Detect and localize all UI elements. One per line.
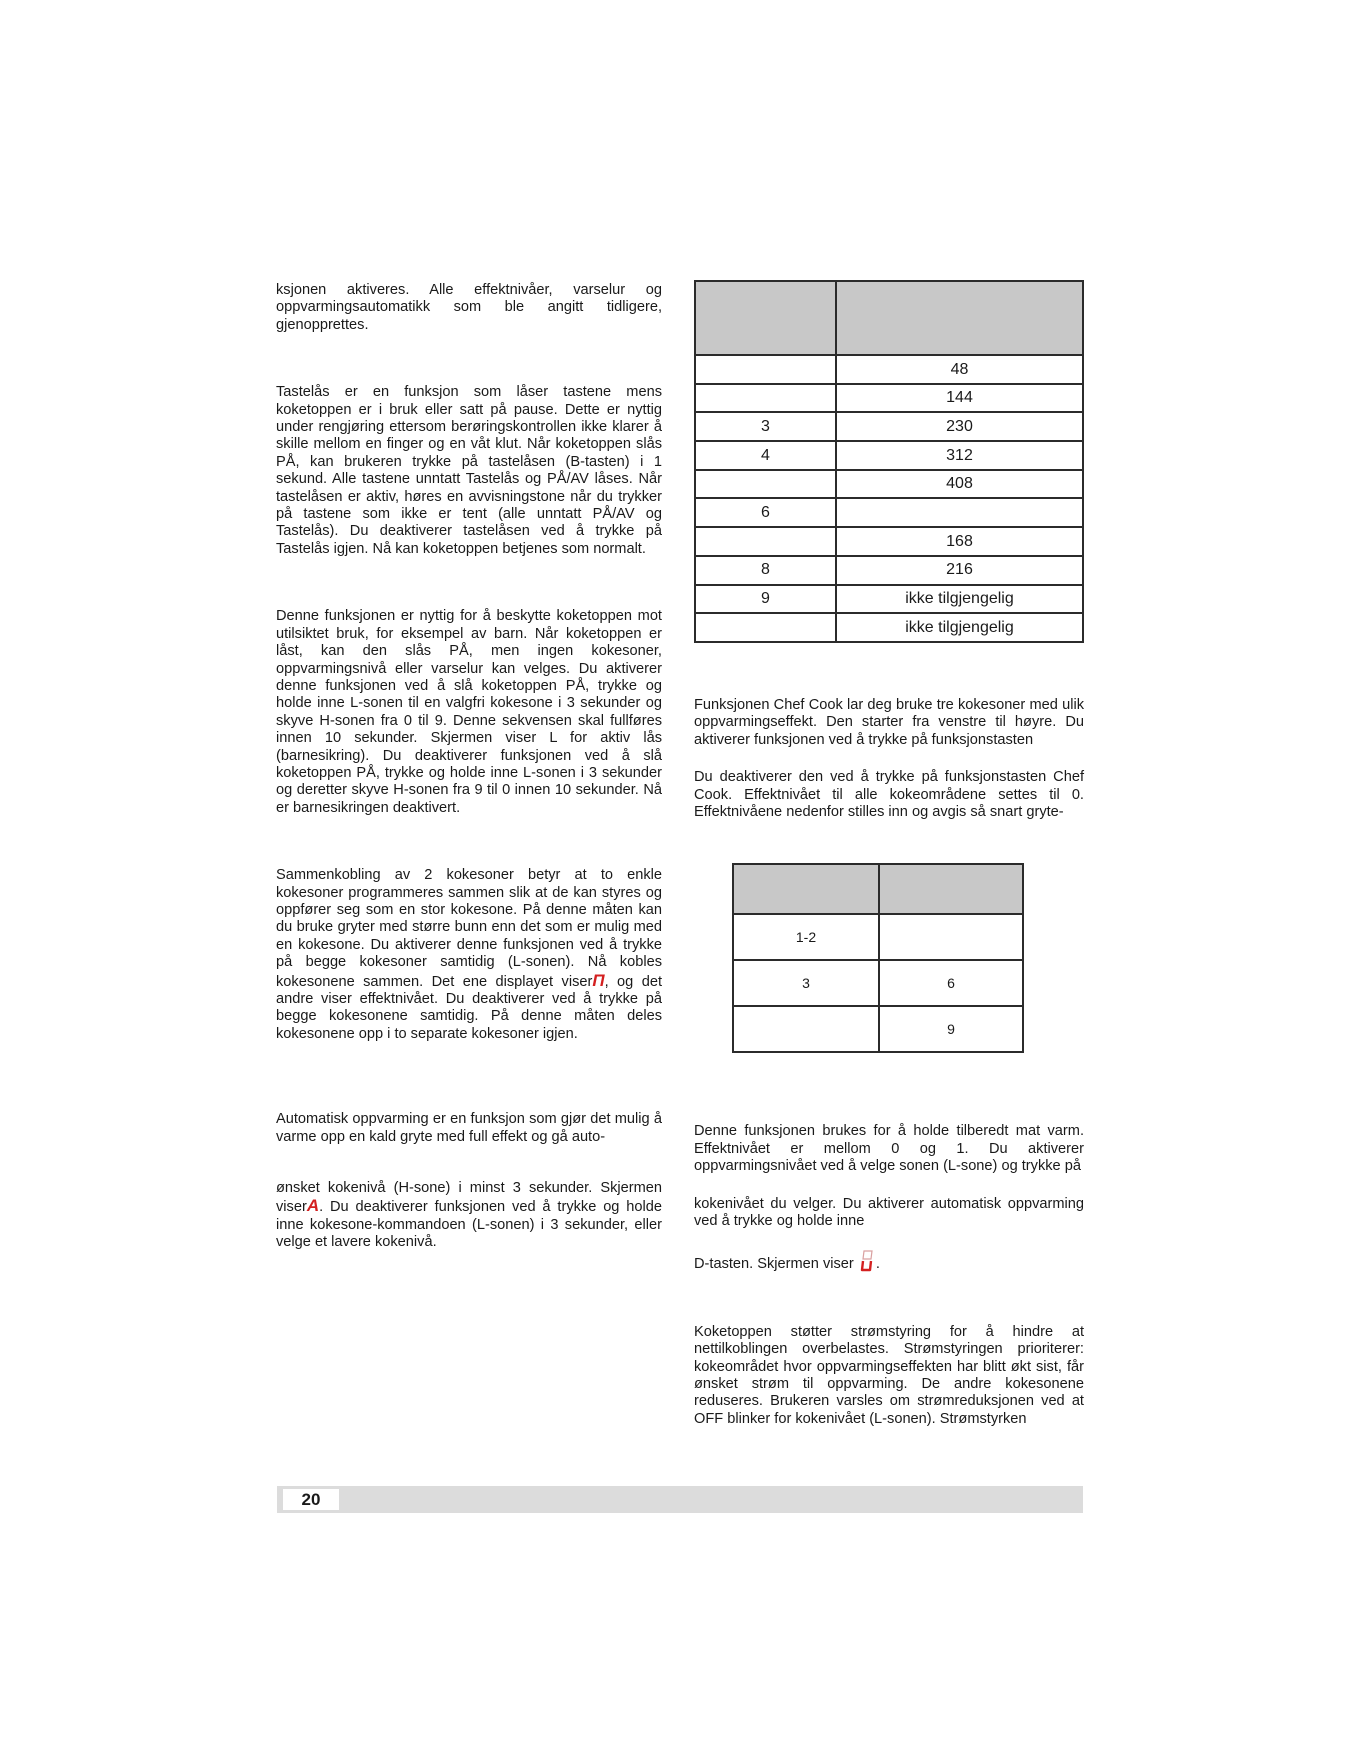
table-row (695, 556, 1083, 585)
power-level-cell: 8 (695, 556, 836, 585)
table-row (695, 412, 1083, 441)
paragraph-auto-heat: Automatisk oppvarming er en funksjon som gjør det mulig å varme opp en kald gryte med full effekt og gå auto- (276, 1111, 662, 1145)
auto-heat-text-b: . Du deaktiverer funksjonen ved å trykke og holde inne kokesone-kommandoen (L-sonen) i 3 sekunder, eller velge et lavere kokenivå. (276, 1199, 662, 1251)
table-row (695, 355, 1083, 384)
chef-cell-2 (879, 914, 1023, 960)
chef-cook-table (732, 863, 1024, 1053)
paragraph-keep-warm-display: D-tasten. Skjermen viser . (694, 1250, 1084, 1277)
table-row (695, 585, 1083, 614)
table-row (695, 498, 1083, 527)
chef-table-header-cell-1 (733, 864, 879, 914)
segment-a-icon: A (306, 1196, 320, 1216)
segment-u-icon (860, 1250, 874, 1277)
power-value-cell: 312 (836, 441, 1083, 470)
display-text: D-tasten. Skjermen viser (694, 1256, 854, 1273)
right-column (694, 280, 1084, 1428)
table-row (695, 470, 1083, 499)
paragraph-key-lock: Tastelås er en funksjon som låser tastene mens koketoppen er i bruk eller satt på pause. Dette er nyttig under rengjøring ettersom berøringskontrollen ikke klarer å skille mellom en finger og en våt klut. Når koketoppen slås PÅ, kan brukeren trykke på tastelåsen (B-tasten) i 1 sekund. Alle tastene unntatt Tastelås og PÅ/AV låses. Når tastelåsen er aktiv, høres en avvisningstone når du trykker på tastene som ikke er tent (alle unntatt PÅ/AV og Tastelås). Du deaktiverer tastelåsen ved å trykke på Tastelås igjen. Nå kan koketoppen betjenes som normalt. (276, 384, 662, 557)
table-row (695, 613, 1083, 642)
chef-cell-2: 6 (879, 960, 1023, 1006)
power-value-cell (836, 498, 1083, 527)
power-level-cell (695, 527, 836, 556)
auto-heat-text-a: ønsket kokenivå (H-sone) i minst 3 sekunder. Skjermen viser (276, 1180, 662, 1216)
paragraph-restore: ksjonen aktiveres. Alle effektnivåer, varselur og oppvarmingsautomatikk som ble angitt tidligere, gjenopprettes. (276, 282, 662, 333)
page-number: 20 (283, 1489, 339, 1510)
table-row (733, 960, 1023, 1006)
power-level-cell: 9 (695, 585, 836, 614)
power-value-cell: ikke tilgjengelig (836, 613, 1083, 642)
paragraph-chef-cook: Funksjonen Chef Cook lar deg bruke tre kokesoner med ulik oppvarmingseffekt. Den starter fra venstre til høyre. Du aktiverer funksjonen ved å trykke på funksjonstasten (694, 696, 1084, 748)
power-level-cell (695, 355, 836, 384)
left-column (276, 282, 662, 1252)
power-value-cell: 144 (836, 384, 1083, 413)
chef-cell-1 (733, 1006, 879, 1052)
table-row (733, 914, 1023, 960)
power-value-cell: 408 (836, 470, 1083, 499)
power-level-cell: 4 (695, 441, 836, 470)
power-value-cell: 216 (836, 556, 1083, 585)
table-row (695, 441, 1083, 470)
power-value-cell: 230 (836, 412, 1083, 441)
power-level-cell: 3 (695, 412, 836, 441)
footer-bar (277, 1486, 1083, 1513)
chef-cell-1: 3 (733, 960, 879, 1006)
power-table-header-cell-1 (695, 281, 836, 355)
paragraph-auto-heat-cont (276, 1180, 662, 1252)
power-value-cell: ikke tilgjengelig (836, 585, 1083, 614)
zone-link-text-a: Sammenkobling av 2 kokesoner betyr at to enkle kokesoner programmeres sammen slik at de kan styres og oppfører seg som en stor kokesone. På denne måten kan du bruke gryter med større bunn enn det som er mulig med en kokesone. Du aktiverer denne funksjonen ved å trykke på begge kokesoner samtidig (L-sonen). Nå kobles kokesonene sammen. Det ene displayet viser (276, 867, 662, 990)
paragraph-keep-warm-cont: kokenivået du velger. Du aktiverer automatisk oppvarming ved å trykke og holde inne (694, 1195, 1084, 1229)
zone-link-text-b: , og det andre viser effektnivået. Du deaktiverer ved å trykke på begge kokesonene samtidig. På denne måten deles kokesonene opp i to separate kokesoner igjen. (276, 973, 663, 1042)
table-row (695, 384, 1083, 413)
power-table (694, 280, 1084, 643)
table-row (695, 527, 1083, 556)
power-level-cell (695, 613, 836, 642)
paragraph-power-management: Koketoppen støtter strømstyring for å hindre at nettilkoblingen overbelastes. Strømstyringen prioriterer: kokeområdet hvor oppvarmingseffekten har blitt økt sist, får ønsket strøm til oppvarming. De andre kokesonene reduseres. Brukeren varsles om strømreduksjonen ved at OFF blinker for kokenivået (L-sonen). Strømstyrken (694, 1323, 1084, 1427)
power-level-cell: 6 (695, 498, 836, 527)
chef-table-header-cell-2 (879, 864, 1023, 914)
power-table-header-cell-2 (836, 281, 1083, 355)
chef-cell-2: 9 (879, 1006, 1023, 1052)
paragraph-chef-cook-off: Du deaktiverer den ved å trykke på funksjonstasten Chef Cook. Effektnivået til alle kokeområdene settes til 0. Effektnivåene nedenfor stilles inn og avgis så snart gryte- (694, 769, 1084, 820)
power-value-cell: 48 (836, 355, 1083, 384)
power-value-cell: 168 (836, 527, 1083, 556)
power-level-cell (695, 384, 836, 413)
chef-cell-1: 1-2 (733, 914, 879, 960)
paragraph-child-lock: Denne funksjonen er nyttig for å beskytte koketoppen mot utilsiktet bruk, for eksempel av barn. Når koketoppen er låst, kan den slås PÅ, men ingen kokesoner, oppvarmingsnivå eller varselur kan velges. Du aktiverer denne funksjonen ved å slå koketoppen PÅ, trykke og holde inne L-sonen til en valgfri kokesone i 3 sekunder og skyve H-sonen fra 0 til 9. Denne sekvensen skal fullføres innen 10 sekunder. Skjermen viser L for aktiv lås (barnesikring). Du deaktiverer funksjonen ved å slå koketoppen PÅ, trykke og holde inne L-sonen i 3 sekunder og deretter skyve H-sonen fra 9 til 0 innen 10 sekunder. Nå er barnesikringen deaktivert. (276, 608, 662, 816)
segment-link-icon: Π (592, 970, 605, 990)
paragraph-zone-link (276, 867, 662, 1043)
power-table-header (695, 281, 1083, 355)
chef-table-header (733, 864, 1023, 914)
paragraph-keep-warm: Denne funksjonen brukes for å holde tilberedt mat varm. Effektnivået er mellom 0 og 1. Du aktiverer oppvarmingsnivået ved å velge sonen (L-sone) og trykke på (694, 1123, 1084, 1175)
table-row (733, 1006, 1023, 1052)
power-level-cell (695, 470, 836, 499)
